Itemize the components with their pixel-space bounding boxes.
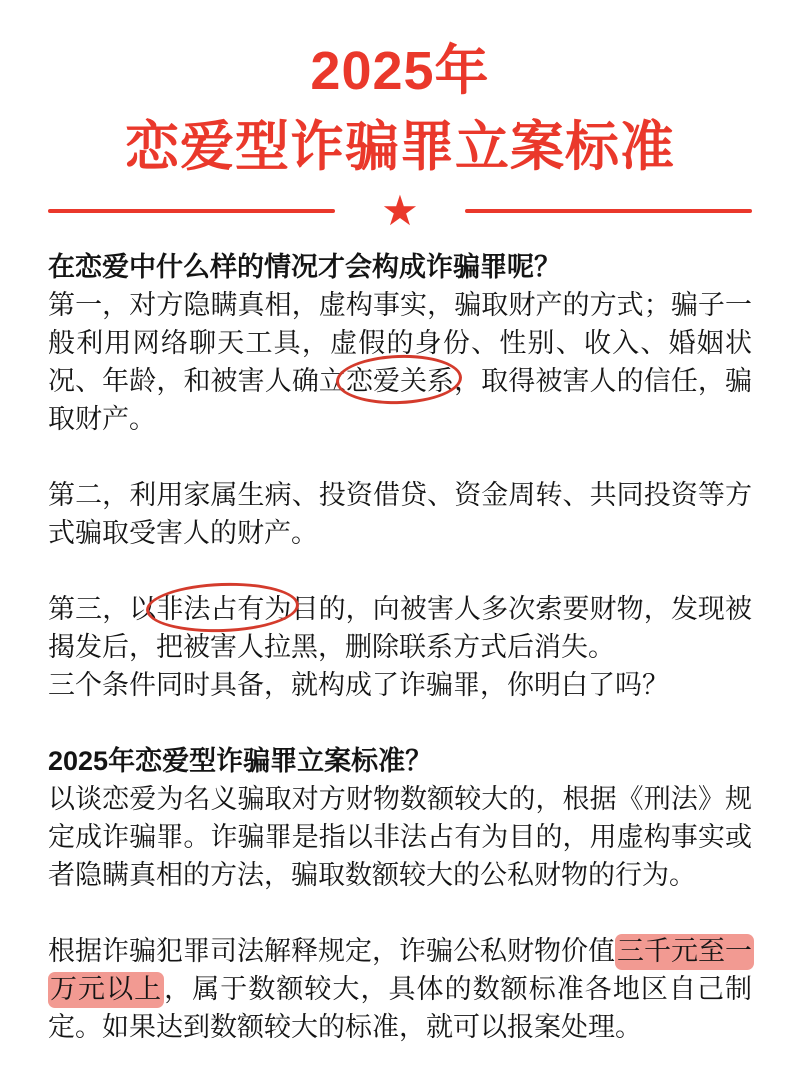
text-segment: 根据诈骗犯罪司法解释规定，诈骗公私财物价值 bbox=[48, 936, 615, 966]
text-segment: ，属于数额较大，具体的数额标准各地区自己制定。如果达到数额较大的标准，就可以报案处理。 bbox=[48, 974, 753, 1042]
heading-1 bbox=[48, 248, 752, 286]
text-segment: 在恋爱中什么样的情况才会构成诈骗罪呢？ bbox=[48, 252, 561, 282]
paragraph-5 bbox=[48, 666, 752, 704]
text-segment: 目的，向被害人多次索要财物，发现被揭发后，把被害人拉黑，删除联系方式后消失。 bbox=[48, 594, 753, 662]
text-segment: 第一，对方隐瞒真相，虚构事实，骗取财产的方式；骗子一般利用网络聊天工具，虚假的身份、性别、收入、婚姻状况、年龄，和被害人确立 bbox=[48, 290, 752, 396]
red-circle-annotation: 非法占有为 bbox=[156, 590, 291, 628]
text-segment: 第三，以 bbox=[48, 594, 157, 624]
paragraph-2 bbox=[48, 286, 752, 438]
paragraph-3 bbox=[48, 476, 752, 552]
paragraph-4 bbox=[48, 590, 752, 666]
divider-line-left bbox=[48, 209, 335, 213]
divider bbox=[0, 187, 800, 234]
pink-highlight-annotation: 三千元至一万元以上 bbox=[48, 934, 754, 1008]
paragraph-7 bbox=[48, 780, 752, 894]
text-segment: 2025年恋爱型诈骗罪立案标准？ bbox=[48, 746, 433, 776]
text-segment: 第二，利用家属生病、投资借贷、资金周转、共同投资等方式骗取受害人的财产。 bbox=[48, 480, 752, 548]
text-segment: ，取得被害人的信任，骗取财产。 bbox=[48, 366, 752, 434]
article bbox=[48, 248, 752, 1046]
text-segment: 三个条件同时具备，就构成了诈骗罪，你明白了吗？ bbox=[48, 670, 669, 700]
star-icon: ★ bbox=[381, 187, 419, 234]
title-year: 2025年 bbox=[310, 41, 490, 101]
header bbox=[0, 40, 800, 232]
red-circle-annotation: 恋爱关系 bbox=[346, 362, 454, 400]
title-main: 恋爱型诈骗罪立案标准 bbox=[125, 117, 675, 177]
divider-line-right bbox=[465, 209, 752, 213]
text-segment: 以谈恋爱为名义骗取对方财物数额较大的，根据《刑法》规定成诈骗罪。诈骗罪是指以非法占有为目的，用虚构事实或者隐瞒真相的方法，骗取数额较大的公私财物的行为。 bbox=[48, 784, 752, 890]
heading-6 bbox=[48, 742, 752, 780]
paragraph-8 bbox=[48, 932, 752, 1046]
